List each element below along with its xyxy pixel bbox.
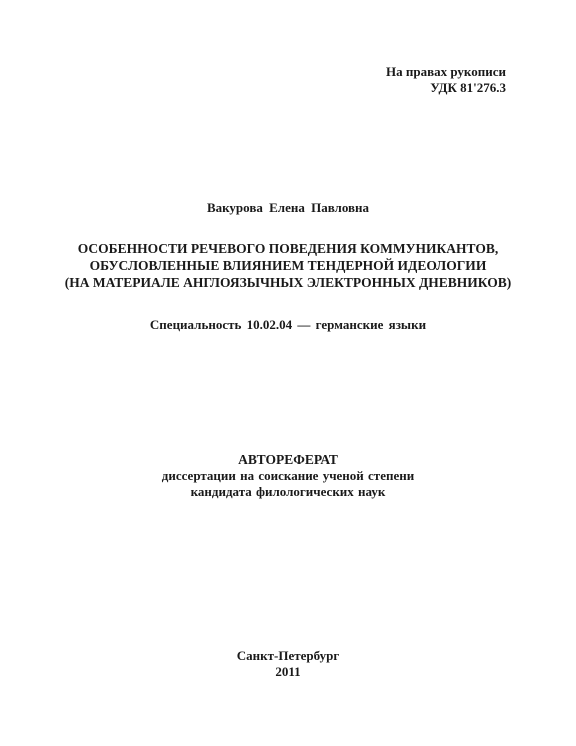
title-line: ОБУСЛОВЛЕННЫЕ ВЛИЯНИЕМ ТЕНДЕРНОЙ ИДЕОЛОГИИ <box>89 258 487 273</box>
abstract-subtitle-line: кандидата филологических наук <box>190 484 386 499</box>
abstract-subtitle-line: диссертации на соискание ученой степени <box>161 468 415 483</box>
specialty-line: Специальность 10.02.04 — германские языки <box>149 317 427 332</box>
manuscript-rights-label: На правах рукописи <box>386 64 506 79</box>
year: 2011 <box>275 664 301 679</box>
dissertation-title <box>0 240 576 291</box>
abstract-heading: АВТОРЕФЕРАТ <box>238 452 338 467</box>
author-name: Вакурова Елена Павловна <box>206 200 370 215</box>
udc-code: УДК 81'276.3 <box>430 80 506 95</box>
header-rights-block <box>386 64 506 96</box>
city-name: Санкт-Петербург <box>236 648 340 663</box>
title-line: ОСОБЕННОСТИ РЕЧЕВОГО ПОВЕДЕНИЯ КОММУНИКАНТОВ, <box>77 241 499 256</box>
abstract-block <box>0 452 576 500</box>
title-line: (НА МАТЕРИАЛЕ АНГЛОЯЗЫЧНЫХ ЭЛЕКТРОННЫХ ДНЕВНИКОВ) <box>64 275 512 290</box>
place-and-year <box>0 648 576 680</box>
